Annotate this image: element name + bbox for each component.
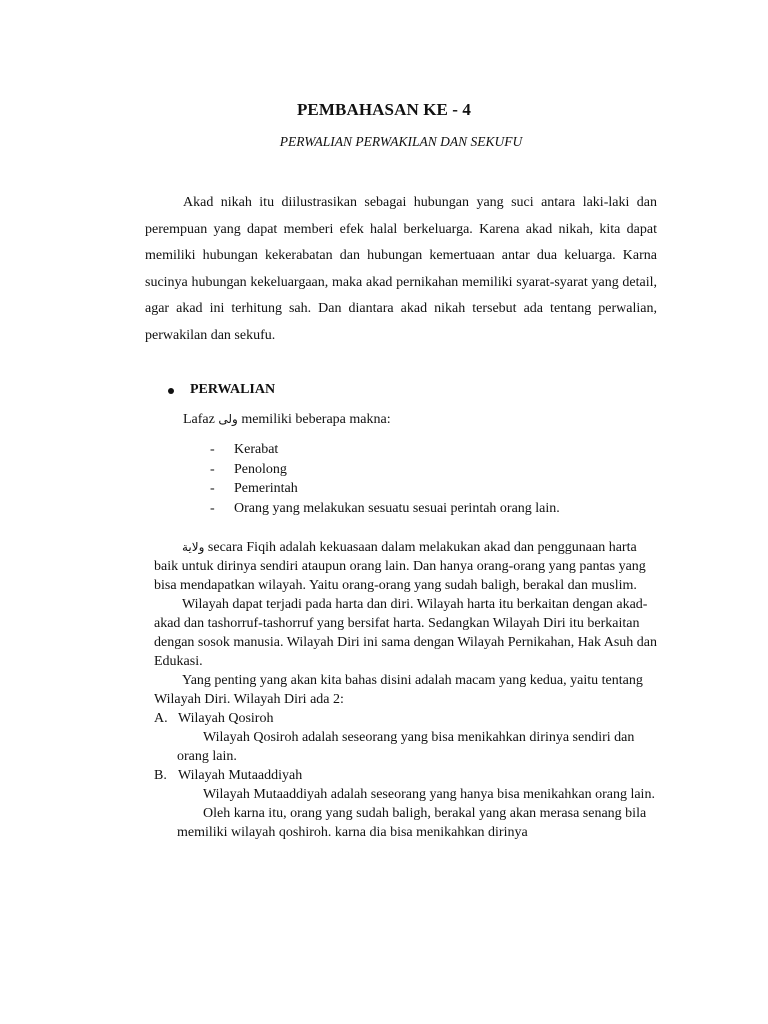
list-item-b xyxy=(154,766,664,785)
lafaz-suffix: memiliki beberapa makna: xyxy=(241,412,391,427)
list-item-a xyxy=(154,709,664,728)
paragraph-wilayah-definition xyxy=(154,538,664,595)
list-item-label: Pemerintah xyxy=(234,481,298,496)
lafaz-prefix: Lafaz xyxy=(183,412,215,427)
meaning-list xyxy=(210,440,560,518)
section-heading xyxy=(168,382,275,398)
dash-marker: - xyxy=(210,461,215,477)
list-item-label: Kerabat xyxy=(234,442,279,457)
list-item xyxy=(210,440,560,460)
wilayah-arabic: ولاية xyxy=(182,540,205,554)
list-item-label: Wilayah Mutaaddiyah xyxy=(178,768,303,783)
list-item xyxy=(210,479,560,499)
dash-marker: - xyxy=(210,442,215,457)
paragraph-wilayah-types: Wilayah dapat terjadi pada harta dan diri. Wilayah harta itu berkaitan dengan akad-akad dan tashorruf-tashorruf yang bersifat harta. Sedangkan Wilayah Diri itu berkaitan dengan sosok manusia. Wilayah Diri ini sama dengan Wilayah Pernikahan, Hak Asuh dan Edukasi. xyxy=(154,597,658,669)
list-letter: B. xyxy=(154,768,167,783)
list-item-label: Penolong xyxy=(234,461,287,477)
bullet-icon xyxy=(168,388,174,394)
paragraph-text: secara Fiqih adalah kekuasaan dalam melakukan akad dan penggunaan harta baik untuk dirinya sendiri ataupun orang lain. Dan hanya orang-orang yang pantas yang bisa mendapatkan wilayah. Yaitu orang-orang yang sudah baligh, berakal dan muslim. xyxy=(154,540,646,593)
list-item-label: Orang yang melakukan sesuatu sesuai perintah orang lain. xyxy=(234,500,560,516)
intro-paragraph: Akad nikah itu diilustrasikan sebagai hubungan yang suci antara laki-laki dan perempuan yang dapat memberi efek halal berkeluarga. Karena akad nikah, kita dapat memiliki hubungan kekerabatan dan hubungan kemertuaan antar dua keluarga. Karna sucinya hubungan kekeluargaan, maka akad pernikahan memiliki syarat-syarat yang detail, agar akad ini terhitung sah. Dan diantara akad nikah tersebut ada tentang perwalian, perwakilan dan sekufu. xyxy=(145,195,657,343)
page-subtitle: PERWALIAN PERWAKILAN DAN SEKUFU xyxy=(279,134,523,149)
lafaz-arabic: ولى xyxy=(218,412,238,426)
dash-marker: - xyxy=(210,481,215,496)
paragraph-conclusion: Oleh karna itu, orang yang sudah baligh, berakal yang akan merasa senang bila memiliki wilayah qoshiroh. karna dia bisa menikahkan dirinya xyxy=(177,806,647,840)
dash-marker: - xyxy=(210,500,215,516)
page-title: PEMBAHASAN KE - 4 xyxy=(296,100,472,119)
list-item xyxy=(210,499,560,519)
lafaz-line xyxy=(183,412,391,428)
list-letter: A. xyxy=(154,711,168,726)
list-item-b-description: Wilayah Mutaaddiyah adalah seseorang yang hanya bisa menikahkan orang lain. xyxy=(203,787,655,802)
list-item-a-description: Wilayah Qosiroh adalah seseorang yang bisa menikahkan dirinya sendiri dan orang lain. xyxy=(177,730,635,764)
section-heading-label: PERWALIAN xyxy=(190,382,276,397)
list-item-label: Wilayah Qosiroh xyxy=(178,711,274,726)
list-item xyxy=(210,460,560,480)
paragraph-wilayah-diri: Yang penting yang akan kita bahas disini adalah macam yang kedua, yaitu tentang Wilayah Diri. Wilayah Diri ada 2: xyxy=(154,673,643,707)
body-text xyxy=(154,538,664,842)
